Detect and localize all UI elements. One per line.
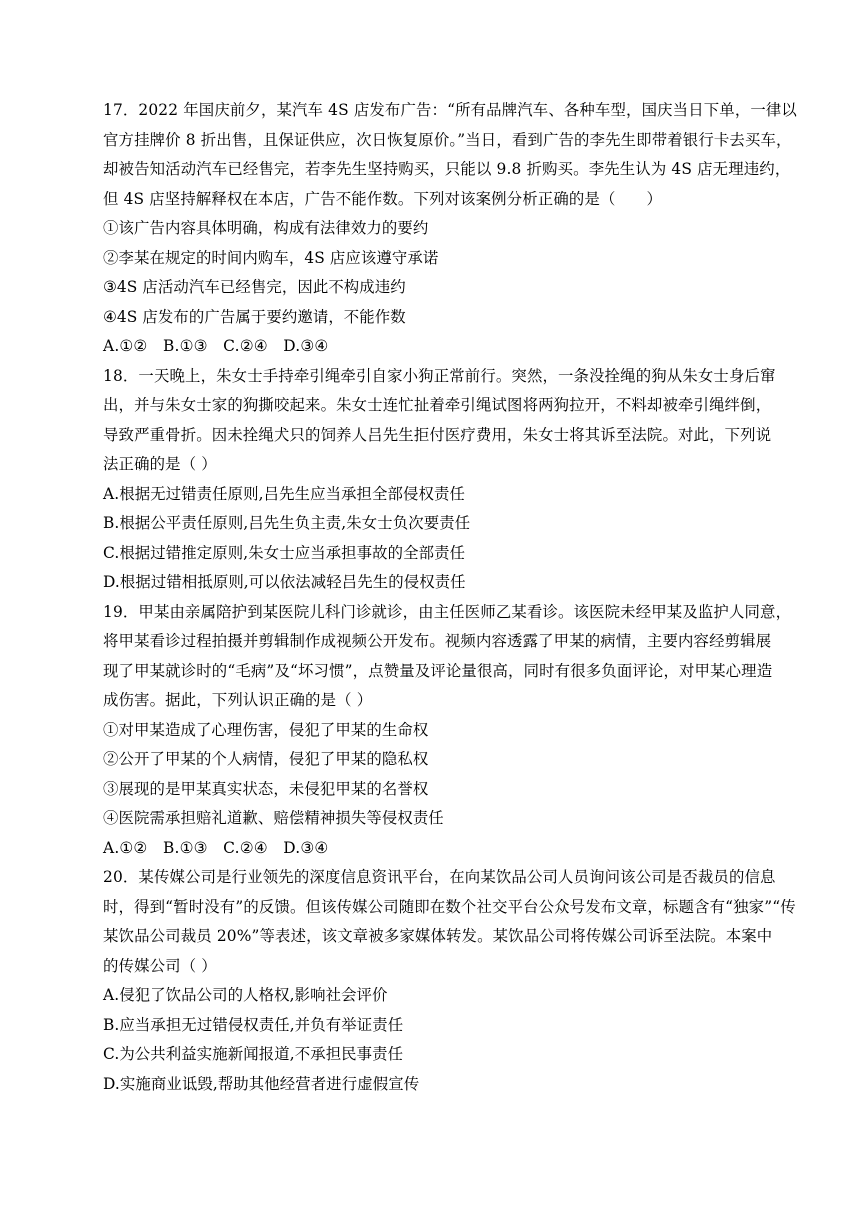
question-17-item-2: ②李某在规定的时间内购车，4S 店应该遵守承诺 [103,248,439,267]
question-20-stem-line-3: 某饮品公司裁员 20%”等表述，该文章被多家媒体转发。某饮品公司将传媒公司诉至法院。本案中 [103,927,773,945]
question-20 [103,863,796,1099]
question-18-stem-line-3: 导致严重骨折。因未拴绳犬只的饲养人吕先生拒付医疗费用，朱女士将其诉至法院。对此，下列说 [103,425,772,444]
question-19-stem-line-2: 将甲某看诊过程拍摄并剪辑制作成视频公开发布。视频内容透露了甲某的病情，主要内容经剪辑展 [103,632,772,650]
question-19-item-2: ②公开了甲某的个人病情，侵犯了甲某的隐私权 [103,750,429,768]
question-18-option-a: A.根据无过错责任原则,吕先生应当承担全部侵权责任 [103,484,465,503]
question-19-item-1: ①对甲某造成了心理伤害，侵犯了甲某的生命权 [103,720,429,739]
question-18-stem-line-2: 出，并与朱女士家的狗撕咬起来。朱女士连忙扯着牵引绳试图将两狗拉开，不料却被牵引绳绊倒， [103,396,772,414]
question-17-stem-line-4: 但 4S 店坚持解释权在本店，广告不能作数。下列对该案例分析正确的是（ ） [103,189,663,208]
question-19-item-3: ③展现的是甲某真实状态，未侵犯甲某的名誉权 [103,779,429,798]
question-20-stem-line-4: 的传媒公司（ ） [103,956,217,975]
question-20-stem-line-1: 20．某传媒公司是行业领先的深度信息资讯平台，在向某饮品公司人员询问该公司是否裁员的信息 [103,868,776,886]
question-18-option-c: C.根据过错推定原则,朱女士应当承担事故的全部责任 [103,543,466,562]
question-20-option-a: A.侵犯了饮品公司的人格权,影响社会评价 [103,986,388,1004]
question-18 [103,362,776,598]
question-17-item-3: ③4S 店活动汽车已经售完，因此不构成违约 [103,278,406,296]
question-19-stem-line-1: 19．甲某由亲属陪护到某医院儿科门诊就诊，由主任医师乙某看诊。该医院未经甲某及监护人同意， [103,602,792,621]
question-20-option-b: B.应当承担无过错侵权责任,并负有举证责任 [103,1015,404,1034]
question-17-item-1: ①该广告内容具体明确，构成有法律效力的要约 [103,219,429,237]
question-19-stem-line-3: 现了甲某就诊时的“毛病”及“坏习惯”，点赞量及评论量很高，同时有很多负面评论，对甲某心理造 [103,661,773,680]
question-18-option-d: D.根据过错相抵原则,可以依法减轻吕先生的侵权责任 [103,573,466,591]
question-19 [103,598,792,864]
question-17-stem-line-1: 17．2022 年国庆前夕，某汽车 4S 店发布广告：“所有品牌汽车、各种车型，国庆当日下单，一律以 [103,101,797,119]
question-17-choices: A.①② B.①③ C.②④ D.③④ [103,337,329,355]
question-20-option-c: C.为公共利益实施新闻报道,不承担民事责任 [103,1045,404,1063]
question-17 [103,96,797,362]
question-18-stem-line-4: 法正确的是（ ） [103,455,217,473]
question-18-option-b: B.根据公平责任原则,吕先生负主责,朱女士负次要责任 [103,514,471,532]
question-19-item-4: ④医院需承担赔礼道歉、赔偿精神损失等侵权责任 [103,809,444,827]
question-18-stem-line-1: 18．一天晚上，朱女士手持牵引绳牵引自家小狗正常前行。突然，一条没拴绳的狗从朱女士身后窜 [103,366,776,385]
question-20-option-d: D.实施商业诋毁,帮助其他经营者进行虚假宣传 [103,1074,420,1093]
question-17-item-4: ④4S 店发布的广告属于要约邀请，不能作数 [103,307,406,326]
question-19-stem-line-4: 成伤害。据此，下列认识正确的是（ ） [103,691,373,709]
question-17-stem-line-2: 官方挂牌价 8 折出售，且保证供应，次日恢复原价。”当日，看到广告的李先生即带着银行卡去买车， [103,130,792,149]
question-19-choices: A.①② B.①③ C.②④ D.③④ [103,838,329,857]
question-17-stem-line-3: 却被告知活动汽车已经售完，若李先生坚持购买，只能以 9.8 折购买。李先生认为 4S 店无理违约， [103,160,791,178]
question-20-stem-line-2: 时，得到“暂时没有”的反馈。但该传媒公司随即在数个社交平台公众号发布文章，标题含有“独家”“传 [103,897,796,916]
